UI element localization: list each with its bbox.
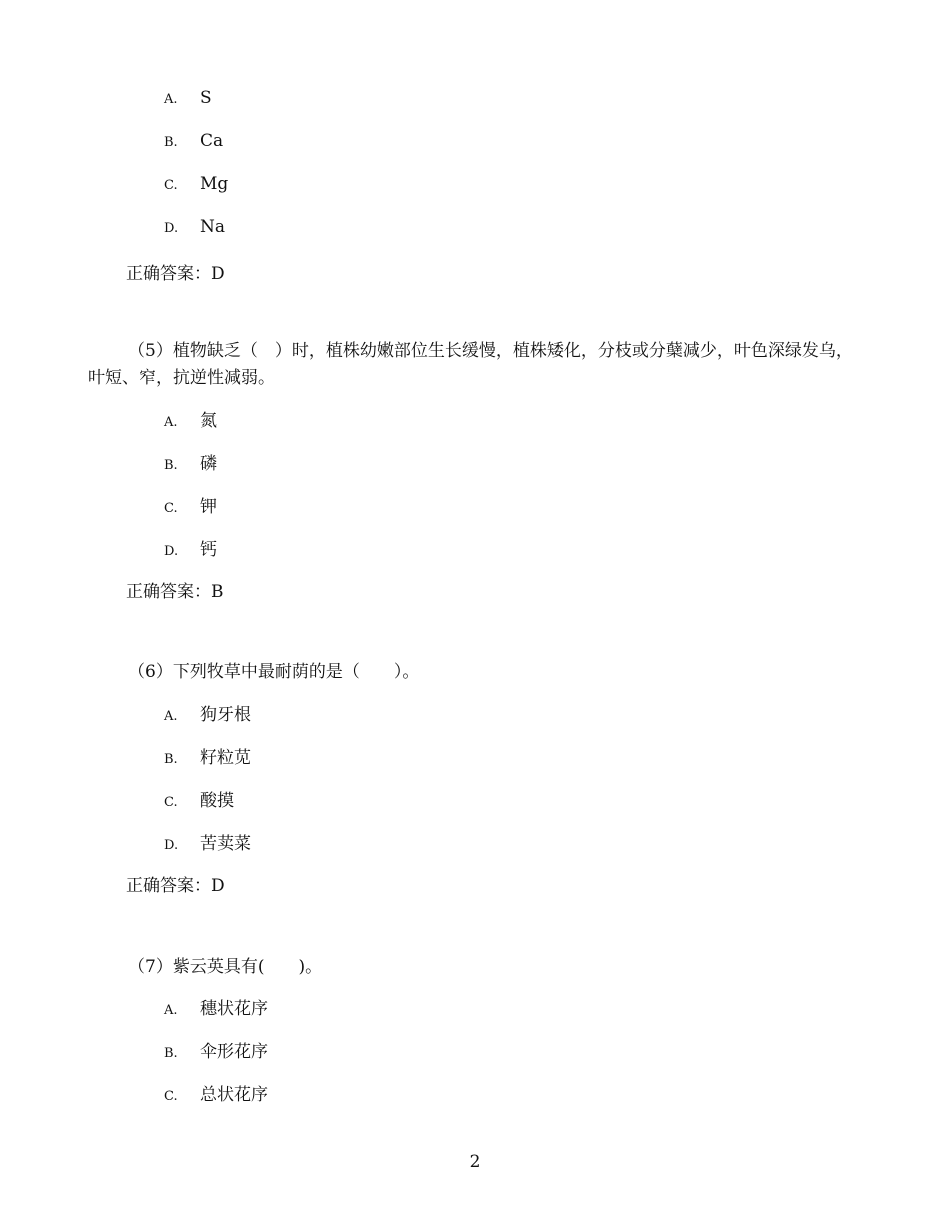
option-text: 钾: [200, 497, 217, 517]
option-letter: C.: [164, 795, 178, 810]
option-d: [164, 829, 251, 854]
option-text: 总状花序: [200, 1085, 268, 1105]
option-text: Mg: [200, 174, 229, 194]
correct-answer: 正确答案：D: [126, 264, 225, 284]
option-letter: B.: [164, 458, 178, 473]
option-letter: B.: [164, 752, 178, 767]
question-5-stem: （5）植物缺乏（ ）时，植株幼嫩部位生长缓慢，植株矮化，分枝或分蘖减少，叶色深绿发乌，叶短、窄，抗逆性减弱。: [88, 341, 853, 388]
option-text: 籽粒苋: [200, 748, 251, 768]
option-b: [164, 743, 251, 768]
question-7-stem: （7）紫云英具有( )。: [128, 957, 323, 977]
correct-answer: 正确答案：D: [126, 876, 225, 896]
option-d: [164, 217, 225, 237]
page-number: 2: [469, 1152, 481, 1172]
option-letter: C.: [164, 178, 178, 193]
option-b: [164, 131, 223, 151]
option-text: Ca: [200, 131, 224, 151]
option-letter: C.: [164, 501, 178, 516]
option-text: 酸摸: [200, 791, 234, 811]
option-text: 磷: [200, 454, 217, 474]
option-text: 钙: [200, 540, 217, 560]
option-letter: A.: [164, 92, 178, 107]
option-text: S: [200, 88, 212, 108]
option-c: [164, 492, 217, 517]
option-letter: B.: [164, 1046, 178, 1061]
option-a: [164, 994, 268, 1019]
correct-answer: 正确答案：B: [126, 582, 224, 602]
option-letter: A.: [164, 709, 178, 724]
option-letter: B.: [164, 135, 178, 150]
option-c: [164, 1080, 268, 1105]
option-letter: A.: [164, 415, 178, 430]
option-a: [164, 700, 251, 725]
option-letter: D.: [164, 221, 179, 236]
option-letter: D.: [164, 838, 179, 853]
option-c: [164, 174, 228, 194]
option-a: [164, 406, 217, 431]
option-text: 狗牙根: [200, 705, 251, 725]
option-text: 苦荬菜: [200, 834, 251, 854]
question-6-stem: （6）下列牧草中最耐荫的是（ ）。: [128, 662, 420, 682]
option-letter: D.: [164, 544, 179, 559]
option-b: [164, 449, 217, 474]
option-text: 穗状花序: [200, 999, 268, 1019]
option-d: [164, 535, 217, 560]
option-a: [164, 88, 212, 108]
option-text: 伞形花序: [200, 1042, 268, 1062]
option-letter: A.: [164, 1003, 178, 1018]
option-text: 氮: [200, 411, 217, 431]
option-b: [164, 1037, 268, 1062]
option-text: Na: [200, 217, 226, 237]
option-letter: C.: [164, 1089, 178, 1104]
option-c: [164, 786, 234, 811]
